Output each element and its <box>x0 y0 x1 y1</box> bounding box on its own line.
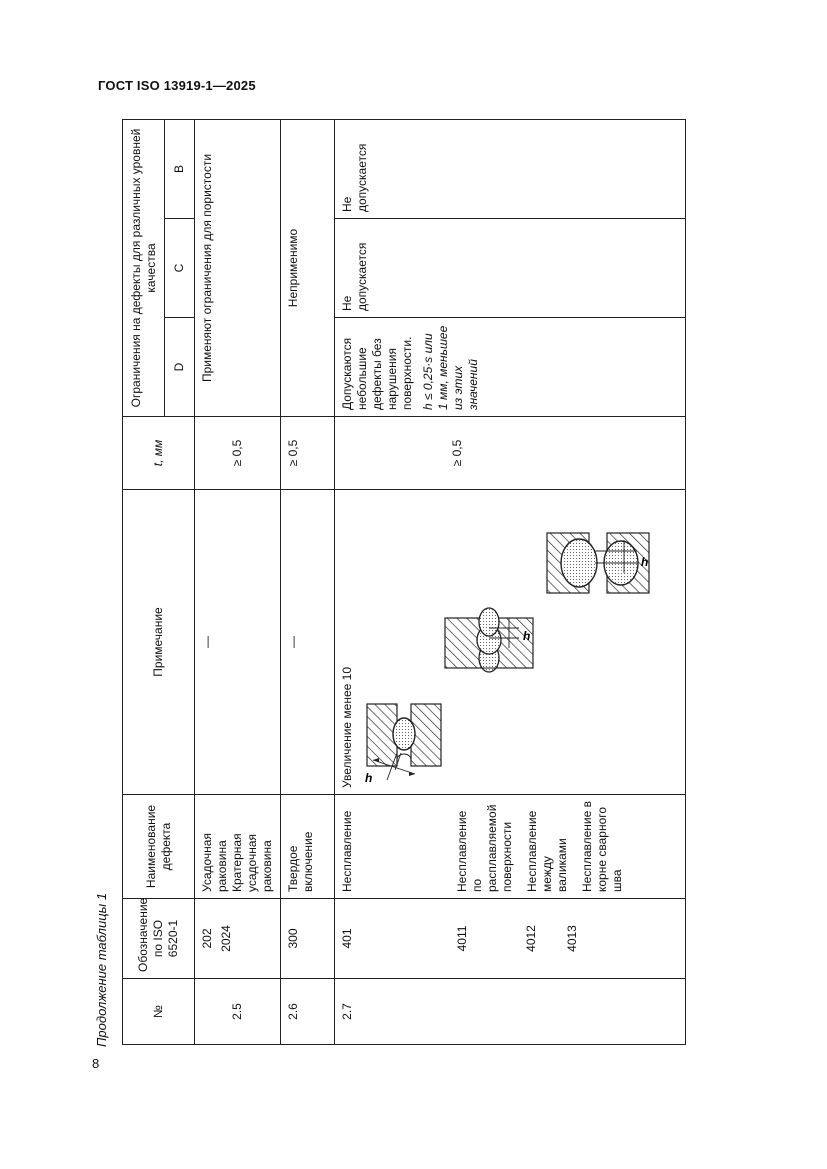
limit-cell-level-d <box>335 318 686 417</box>
thickness-cell: ≥ 0,5 <box>281 417 335 490</box>
thickness-value: ≥ 0,5 <box>450 439 464 467</box>
col-header-level-d: D <box>165 318 195 417</box>
col-header-level-c: C <box>165 219 195 318</box>
dimension-label-h: h <box>523 629 531 643</box>
col-header-name: Наименование дефекта <box>123 795 195 899</box>
designation: 300 <box>281 899 335 979</box>
table-row <box>335 119 686 1044</box>
designation: 202 <box>200 928 214 949</box>
limit-cell-level-c: Не допускается <box>335 219 686 318</box>
figure-between-beads <box>445 608 533 672</box>
row-number: 2.5 <box>195 979 281 1045</box>
defect-name: Кратерная усадочная раковина <box>230 833 274 892</box>
rotated-table-container <box>122 120 686 1045</box>
limit-cell-all-levels: Неприменимо <box>281 119 335 416</box>
table-continuation-label: Продолжение таблицы 1 <box>94 892 109 1047</box>
designation: 401 <box>340 928 354 949</box>
col-header-limits: Ограничения на дефекты для различных уровней качества <box>123 119 165 416</box>
note-cell: — <box>195 490 281 795</box>
table-row <box>195 119 281 1044</box>
limit-d-formula: h ≤ 0,25·s или 1 мм, меньшее из этих значений <box>421 325 480 410</box>
lack-of-fusion-diagram <box>359 498 659 788</box>
designation: 2024 <box>219 925 233 952</box>
figure-root-fusion <box>547 533 649 593</box>
defect-name: Твердое включение <box>281 795 335 899</box>
designation-cell <box>195 899 281 979</box>
designation: 4011 <box>455 925 469 952</box>
col-header-note: Примечание <box>123 490 195 795</box>
limit-cell-all-levels: Применяют ограничения для пористости <box>195 119 281 416</box>
col-header-t: t, мм <box>123 417 195 490</box>
table-row <box>281 119 335 1044</box>
designation: 4012 <box>524 925 538 952</box>
defect-name: Несплавление по расплавляемой поверхности <box>455 804 514 892</box>
thickness-cell: ≥ 0,5 <box>195 417 281 490</box>
note-text: Увеличение менее 10 <box>340 666 354 788</box>
defect-name: Несплавление между валиками <box>525 810 569 892</box>
document-header: ГОСТ ISO 13919-1—2025 <box>98 78 256 93</box>
col-header-no: № <box>123 979 195 1045</box>
row-number: 2.7 <box>335 979 686 1045</box>
rotated-table-wrapper <box>122 120 686 1045</box>
limit-cell-level-b: Не допускается <box>335 119 686 218</box>
dimension-label-h: h <box>365 771 373 785</box>
designation: 4013 <box>565 925 579 952</box>
note-cell: — <box>281 490 335 795</box>
row-number: 2.6 <box>281 979 335 1045</box>
defect-name-cell <box>335 795 686 899</box>
figure-side-fusion <box>365 704 441 785</box>
defect-name: Усадочная раковина <box>200 833 229 892</box>
col-header-designation: Обозначение по ISO 6520-1 <box>123 899 195 979</box>
note-cell <box>335 490 686 795</box>
defect-name-cell <box>195 795 281 899</box>
defect-name: Несплавление в корне сварного шва <box>580 800 624 892</box>
designation-cell <box>335 899 686 979</box>
limit-d-text: Допускаются небольшие дефекты без нарушения поверхности. <box>340 336 414 410</box>
col-header-level-b: B <box>165 119 195 218</box>
thickness-cell <box>335 417 686 490</box>
dimension-label-h: h <box>641 555 649 569</box>
defect-name: Несплавление <box>340 810 354 892</box>
defects-table <box>122 119 686 1045</box>
page-number: 8 <box>92 1056 100 1071</box>
